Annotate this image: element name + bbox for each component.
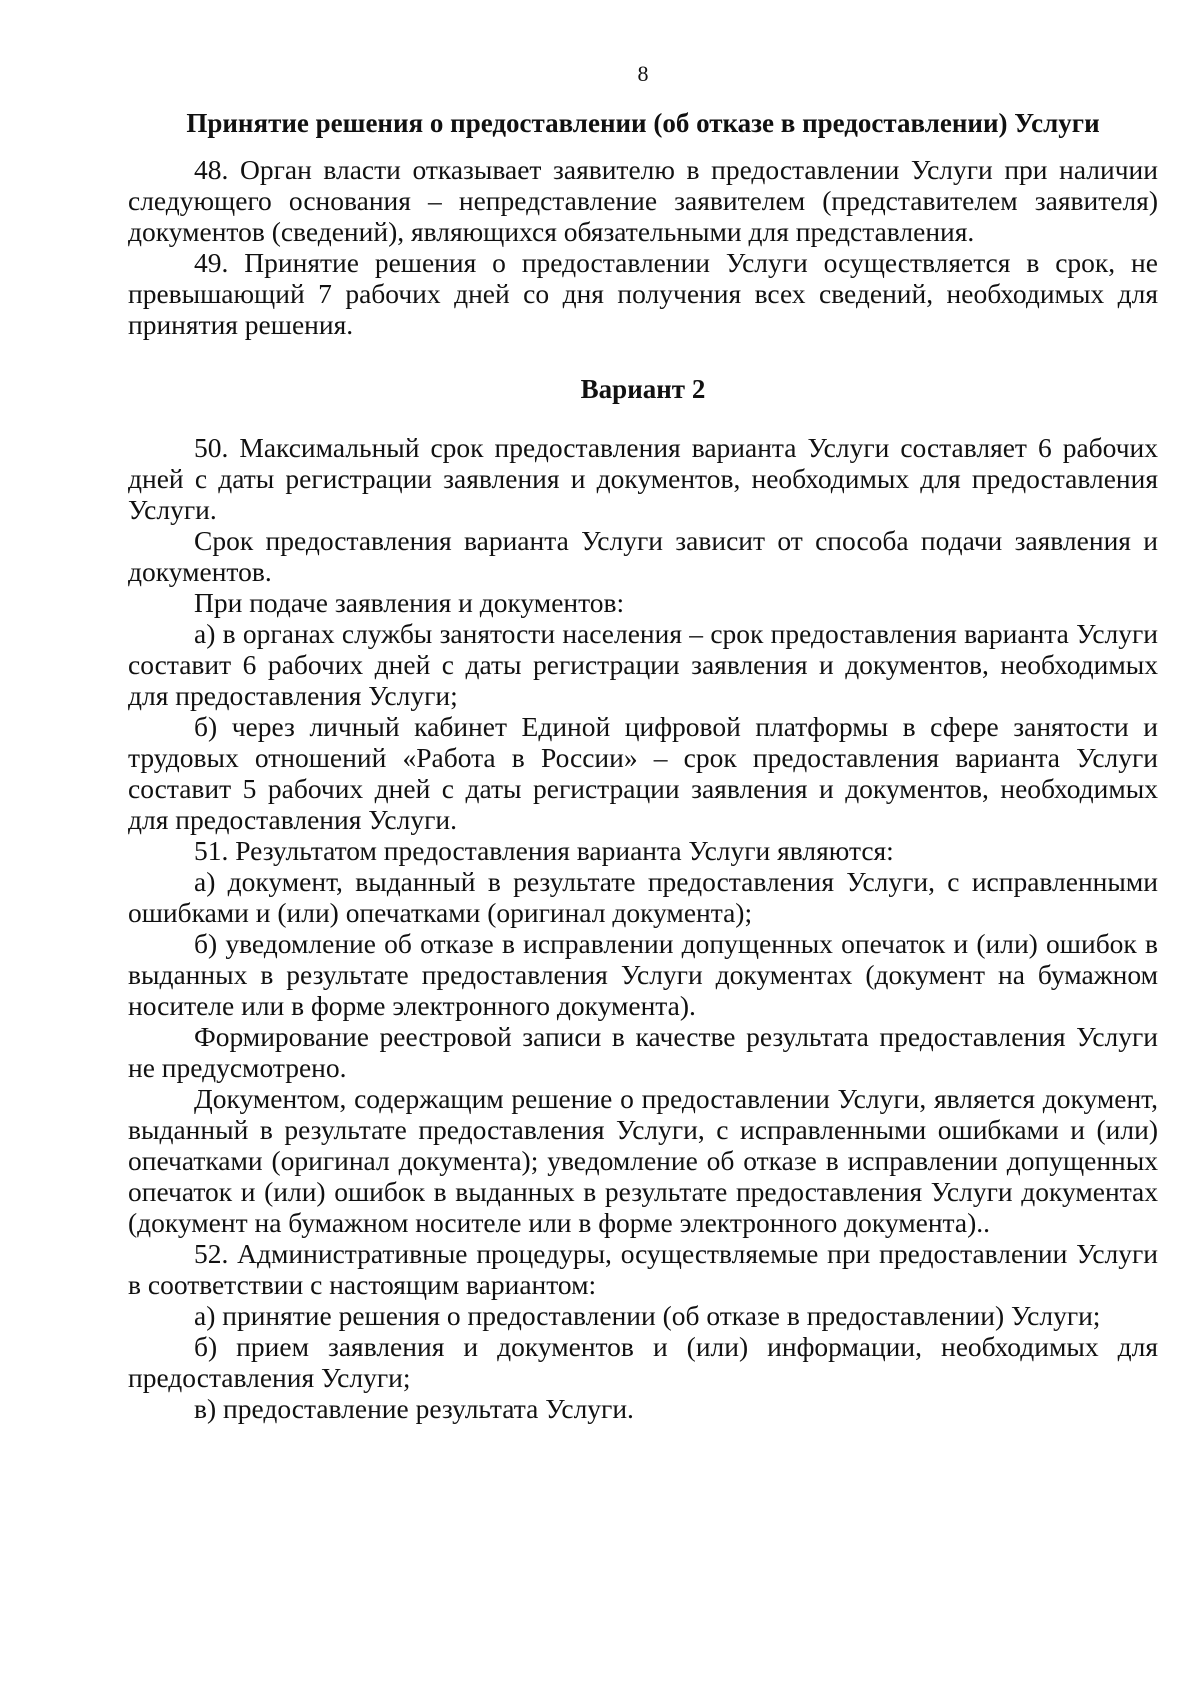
paragraph-52-item-a: а) принятие решения о предоставлении (об отказе в предоставлении) Услуги; [194, 1300, 1101, 1331]
paragraph-submission-intro: При подаче заявления и документов: [194, 587, 625, 618]
paragraph-52-item-c: в) предоставление результата Услуги. [194, 1393, 634, 1424]
paragraph-registry-record: Формирование реестровой записи в качестве результата предоставления Услуги не предусмотрено. [128, 1021, 1158, 1083]
paragraph-item-b-platform: б) через личный кабинет Единой цифровой платформы в сфере занятости и трудовых отношений «Работа в России» – срок предоставления варианта Услуги составит 5 рабочих дней с даты регистрации заявления и документов, необходимых для предоставления Услуги. [128, 711, 1158, 835]
variant-heading: Вариант 2 [580, 374, 706, 404]
paragraph-51-item-a: а) документ, выданный в результате предоставления Услуги, с исправленными ошибками и (или) опечатками (оригинал документа); [128, 866, 1158, 928]
paragraph-49: 49. Принятие решения о предоставлении Услуги осуществляется в срок, не превышающий 7 рабочих дней со дня получения всех сведений, необходимых для принятия решения. [128, 247, 1158, 340]
paragraph-50: 50. Максимальный срок предоставления варианта Услуги составляет 6 рабочих дней с даты регистрации заявления и документов, необходимых для предоставления Услуги. [128, 432, 1158, 525]
paragraph-52-item-b: б) прием заявления и документов и (или) информации, необходимых для предоставления Услуги; [128, 1331, 1158, 1393]
page-number: 8 [637, 61, 649, 86]
paragraph-51-item-b: б) уведомление об отказе в исправлении допущенных опечаток и (или) ошибок в выданных в результате предоставления Услуги документах (документ на бумажном носителе или в форме электронного документа). [128, 928, 1158, 1021]
paragraph-51: 51. Результатом предоставления варианта Услуги являются: [194, 835, 894, 866]
section-heading: Принятие решения о предоставлении (об отказе в предоставлении) Услуги [186, 108, 1100, 138]
document-page [128, 60, 1158, 1424]
paragraph-48: 48. Орган власти отказывает заявителю в предоставлении Услуги при наличии следующего основания – непредставление заявителем (представителем заявителя) документов (сведений), являющихся обязательными для представления. [128, 154, 1158, 247]
paragraph-52: 52. Административные процедуры, осуществляемые при предоставлении Услуги в соответствии с настоящим вариантом: [128, 1238, 1158, 1300]
paragraph-term-depends: Срок предоставления варианта Услуги зависит от способа подачи заявления и документов. [128, 525, 1158, 587]
paragraph-decision-document: Документом, содержащим решение о предоставлении Услуги, является документ, выданный в результате предоставления Услуги, с исправленными ошибками и (или) опечатками (оригинал документа); уведомление об отказе в исправлении допущенных опечаток и (или) ошибок в выданных в результате предоставления Услуги документах (документ на бумажном носителе или в форме электронного документа).. [128, 1083, 1158, 1238]
paragraph-item-a-employment: а) в органах службы занятости населения – срок предоставления варианта Услуги составит 6 рабочих дней с даты регистрации заявления и документов, необходимых для предоставления Услуги; [128, 618, 1158, 711]
